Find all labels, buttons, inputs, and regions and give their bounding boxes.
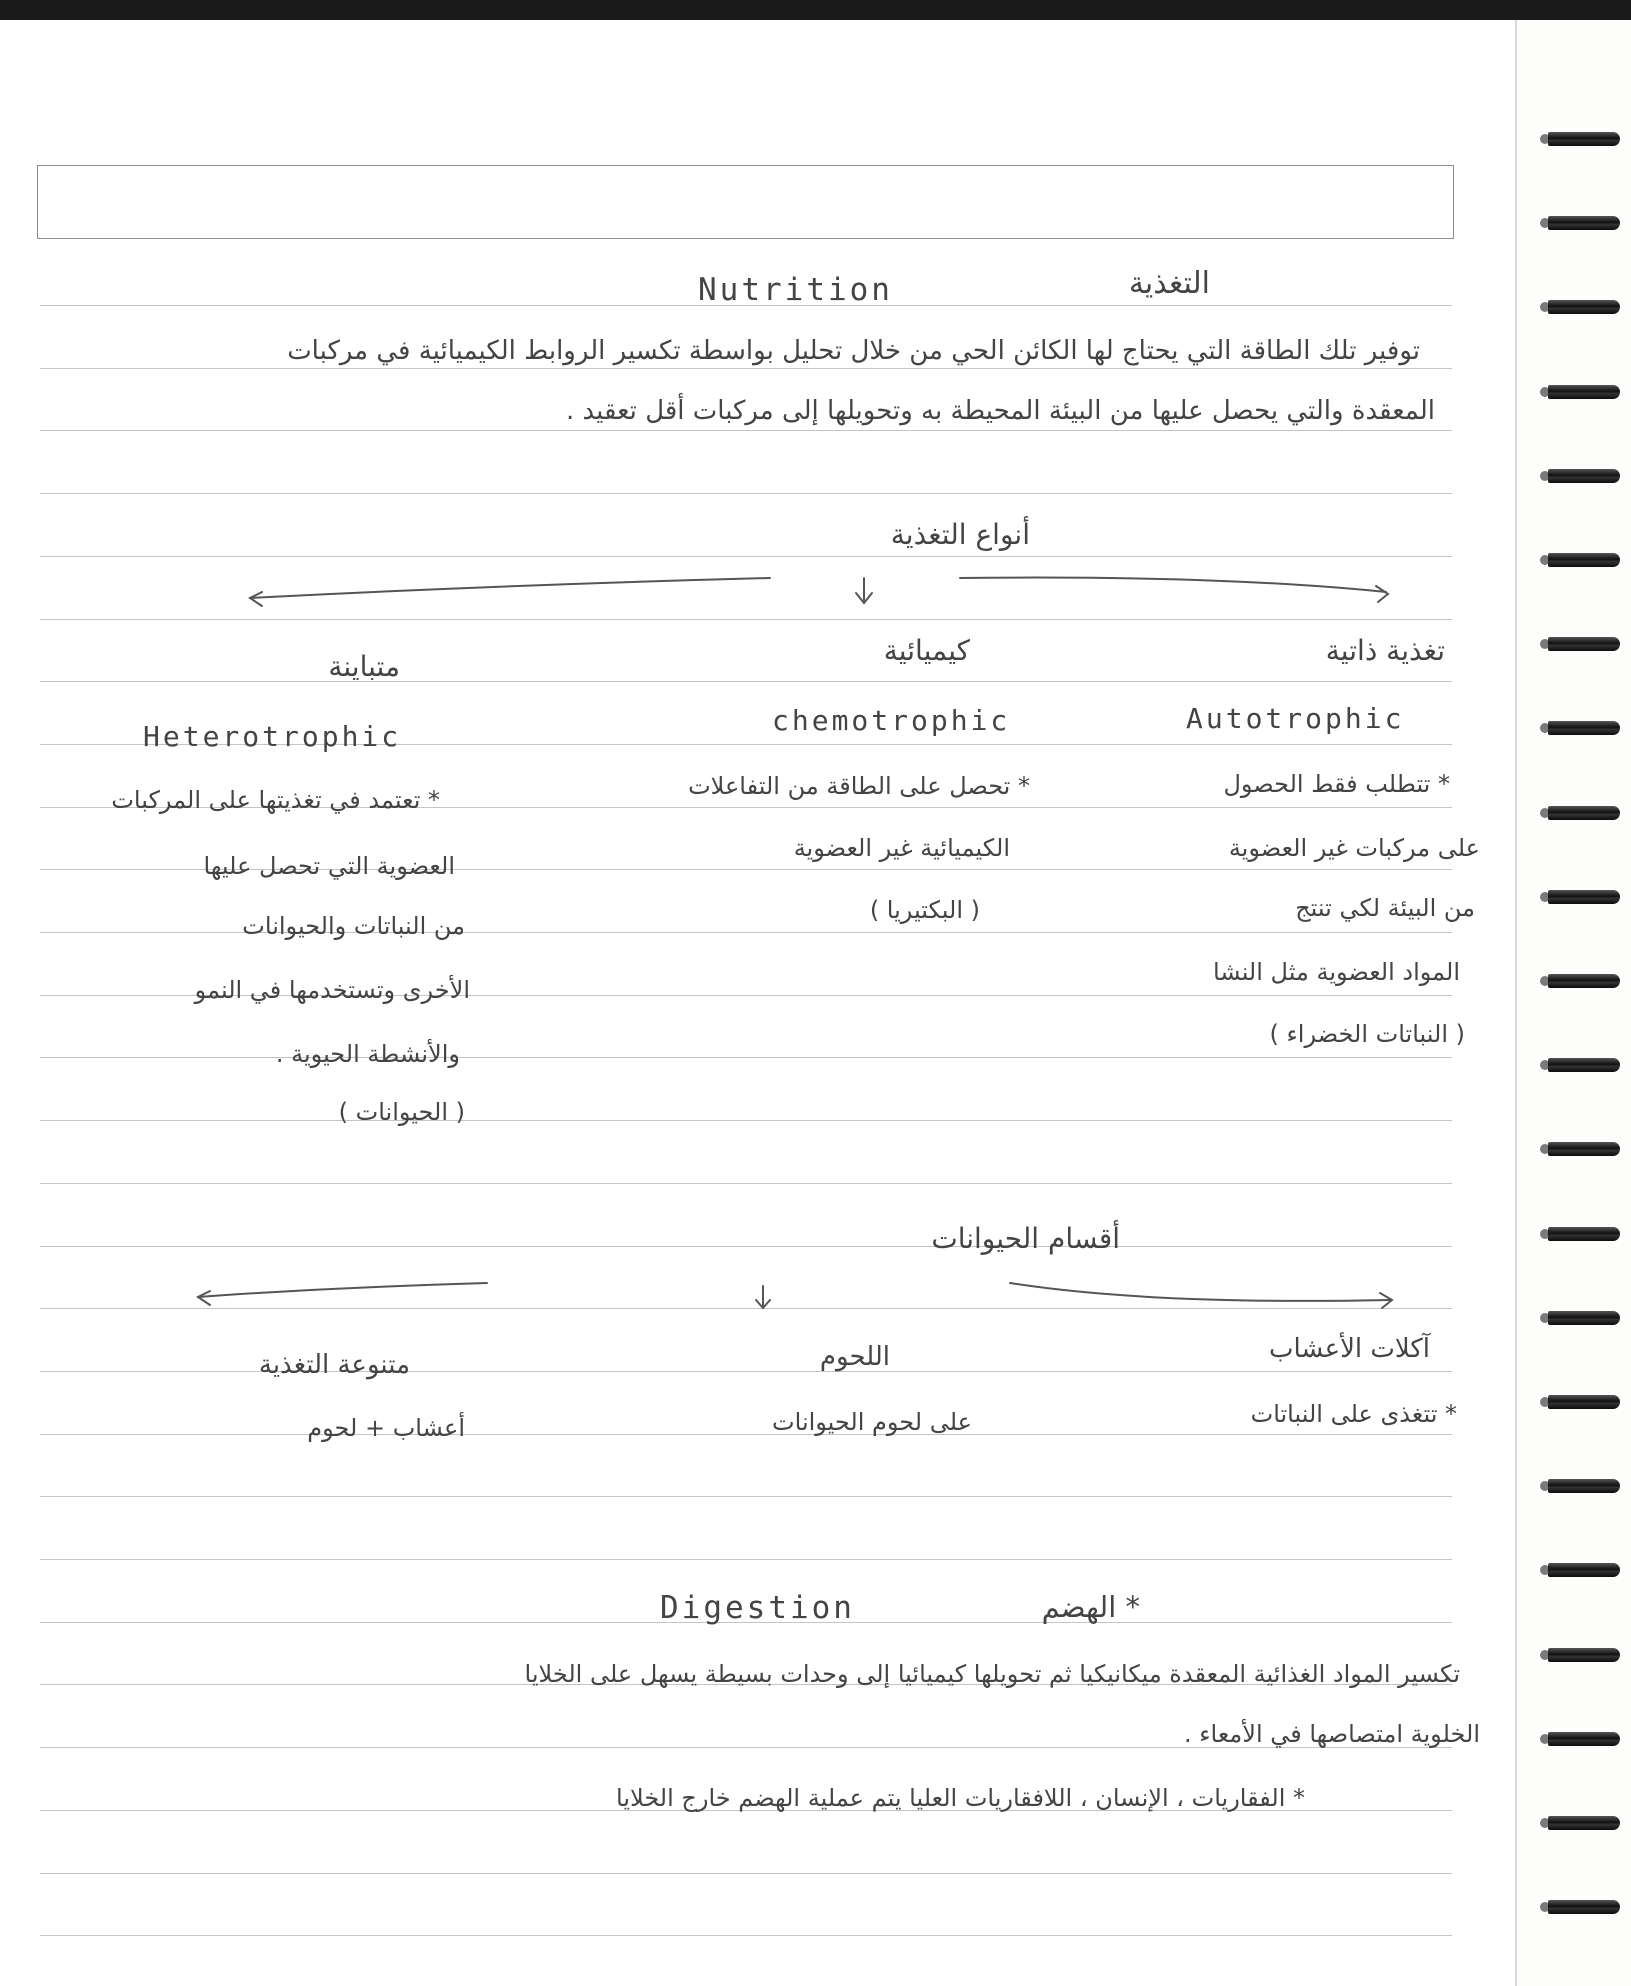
spiral-ring bbox=[1540, 1223, 1620, 1245]
spiral-ring bbox=[1540, 1391, 1620, 1413]
spiral-ring bbox=[1540, 633, 1620, 655]
spiral-wire bbox=[1548, 1311, 1620, 1325]
heterotrophic-note-4: الأخرى وتستخدمها في النمو bbox=[194, 976, 470, 1004]
carnivores-name: اللحوم bbox=[819, 1342, 890, 1372]
spiral-wire bbox=[1548, 1058, 1620, 1072]
spiral-wire bbox=[1548, 553, 1620, 567]
spiral-wire bbox=[1548, 721, 1620, 735]
spiral-ring bbox=[1540, 1559, 1620, 1581]
spiral-wire bbox=[1548, 974, 1620, 988]
spiral-wire bbox=[1548, 300, 1620, 314]
heterotrophic-note-1: * تعتمد في تغذيتها على المركبات bbox=[111, 786, 440, 814]
autotrophic-note-3: من البيئة لكي تنتج bbox=[1295, 894, 1475, 922]
spiral-wire bbox=[1548, 806, 1620, 820]
animals-heading: أقسام الحيوانات bbox=[931, 1222, 1120, 1255]
types-heading: أنواع التغذية bbox=[890, 518, 1030, 551]
spiral-ring bbox=[1540, 1644, 1620, 1666]
digestion-definition-line-1: تكسير المواد الغذائية المعقدة ميكانيكيا ثم تحويلها كيميائيا إلى وحدات بسيطة يسهل على الخلايا bbox=[524, 1660, 1460, 1688]
spiral-ring bbox=[1540, 381, 1620, 403]
chemotrophic-note-3: ( البكتيريا ) bbox=[869, 896, 980, 924]
omnivores-name: متنوعة التغذية bbox=[258, 1350, 410, 1380]
omnivores-note: أعشاب + لحوم bbox=[307, 1414, 465, 1442]
spiral-wire bbox=[1548, 1142, 1620, 1156]
spiral-wire bbox=[1548, 890, 1620, 904]
chemotrophic-note-1: * تحصل على الطاقة من التفاعلات bbox=[688, 772, 1030, 800]
spiral-ring bbox=[1540, 802, 1620, 824]
autotrophic-note-4: المواد العضوية مثل النشا bbox=[1212, 958, 1460, 986]
herbivores-note: * تتغذى على النباتات bbox=[1250, 1400, 1457, 1428]
nutrition-definition-line-1: توفير تلك الطاقة التي يحتاج لها الكائن الحي من خلال تحليل بواسطة تكسير الروابط الكيميائية في مركبات bbox=[287, 336, 1420, 366]
autotrophic-note-1: * تتطلب فقط الحصول bbox=[1223, 770, 1450, 798]
spiral-ring bbox=[1540, 1896, 1620, 1918]
spiral-ring bbox=[1540, 1728, 1620, 1750]
spiral-ring bbox=[1540, 549, 1620, 571]
spiral-wire bbox=[1548, 1395, 1620, 1409]
spiral-wire bbox=[1548, 469, 1620, 483]
autotrophic-name-ar: تغذية ذاتية bbox=[1325, 634, 1445, 667]
autotrophic-note-2: على مركبات غير العضوية bbox=[1228, 834, 1480, 862]
spiral-wire bbox=[1548, 1648, 1620, 1662]
spiral-wire bbox=[1548, 216, 1620, 230]
arrow-head-types-right bbox=[1376, 586, 1388, 602]
arrow-head-types-left bbox=[250, 592, 262, 606]
spiral-ring bbox=[1540, 1307, 1620, 1329]
spiral-wire bbox=[1548, 1816, 1620, 1830]
spiral-ring bbox=[1540, 717, 1620, 739]
digestion-title-ar: * الهضم bbox=[1041, 1590, 1140, 1624]
chemotrophic-note-2: الكيميائية غير العضوية bbox=[793, 834, 1010, 862]
heterotrophic-note-6: ( الحيوانات ) bbox=[338, 1098, 465, 1126]
heterotrophic-note-3: من النباتات والحيوانات bbox=[242, 912, 465, 940]
branch-line-animals-right bbox=[1010, 1283, 1390, 1301]
spiral-ring bbox=[1540, 1054, 1620, 1076]
arrow-head-animals-left bbox=[198, 1291, 210, 1305]
spiral-ring bbox=[1540, 465, 1620, 487]
chemotrophic-name-ar: كيميائية bbox=[883, 634, 970, 667]
branch-line-animals-left bbox=[198, 1283, 487, 1297]
digestion-definition-line-2: الخلوية امتصاصها في الأمعاء . bbox=[1183, 1720, 1480, 1748]
carnivores-note: على لحوم الحيوانات bbox=[772, 1408, 972, 1436]
herbivores-name: آكلات الأعشاب bbox=[1268, 1334, 1430, 1364]
spiral-wire bbox=[1548, 1900, 1620, 1914]
spiral-wire bbox=[1548, 385, 1620, 399]
spiral-wire bbox=[1548, 132, 1620, 146]
branch-line-types-left bbox=[250, 578, 770, 598]
spiral-wire bbox=[1548, 1563, 1620, 1577]
heterotrophic-name-ar: متباينة bbox=[328, 650, 400, 683]
digestion-title-en: Digestion bbox=[660, 1590, 855, 1626]
chemotrophic-name-en: chemotrophic bbox=[772, 704, 1011, 737]
spiral-ring bbox=[1540, 970, 1620, 992]
nutrition-title-en: Nutrition bbox=[698, 272, 893, 308]
spiral-ring bbox=[1540, 1475, 1620, 1497]
branch-line-types-right bbox=[960, 578, 1386, 592]
spiral-ring bbox=[1540, 1812, 1620, 1834]
heterotrophic-note-5: والأنشطة الحيوية . bbox=[275, 1040, 460, 1068]
nutrition-title-ar: التغذية bbox=[1128, 266, 1210, 301]
heterotrophic-name-en: Heterotrophic bbox=[143, 720, 402, 753]
spiral-wire bbox=[1548, 1732, 1620, 1746]
spiral-ring bbox=[1540, 212, 1620, 234]
autotrophic-note-5: ( النباتات الخضراء ) bbox=[1269, 1020, 1465, 1048]
heterotrophic-note-2: العضوية التي تحصل عليها bbox=[203, 852, 455, 880]
spiral-wire bbox=[1548, 1479, 1620, 1493]
spiral-binding bbox=[1540, 0, 1631, 1986]
spiral-ring bbox=[1540, 296, 1620, 318]
spiral-wire bbox=[1548, 637, 1620, 651]
spiral-ring bbox=[1540, 1138, 1620, 1160]
spiral-wire bbox=[1548, 1227, 1620, 1241]
digestion-note: * الفقاريات ، الإنسان ، اللافقاريات العليا يتم عملية الهضم خارج الخلايا bbox=[616, 1784, 1305, 1812]
spiral-ring bbox=[1540, 886, 1620, 908]
nutrition-definition-line-2: المعقدة والتي يحصل عليها من البيئة المحيطة به وتحويلها إلى مركبات أقل تعقيد . bbox=[565, 396, 1435, 426]
spiral-ring bbox=[1540, 128, 1620, 150]
autotrophic-name-en: Autotrophic bbox=[1186, 702, 1405, 735]
